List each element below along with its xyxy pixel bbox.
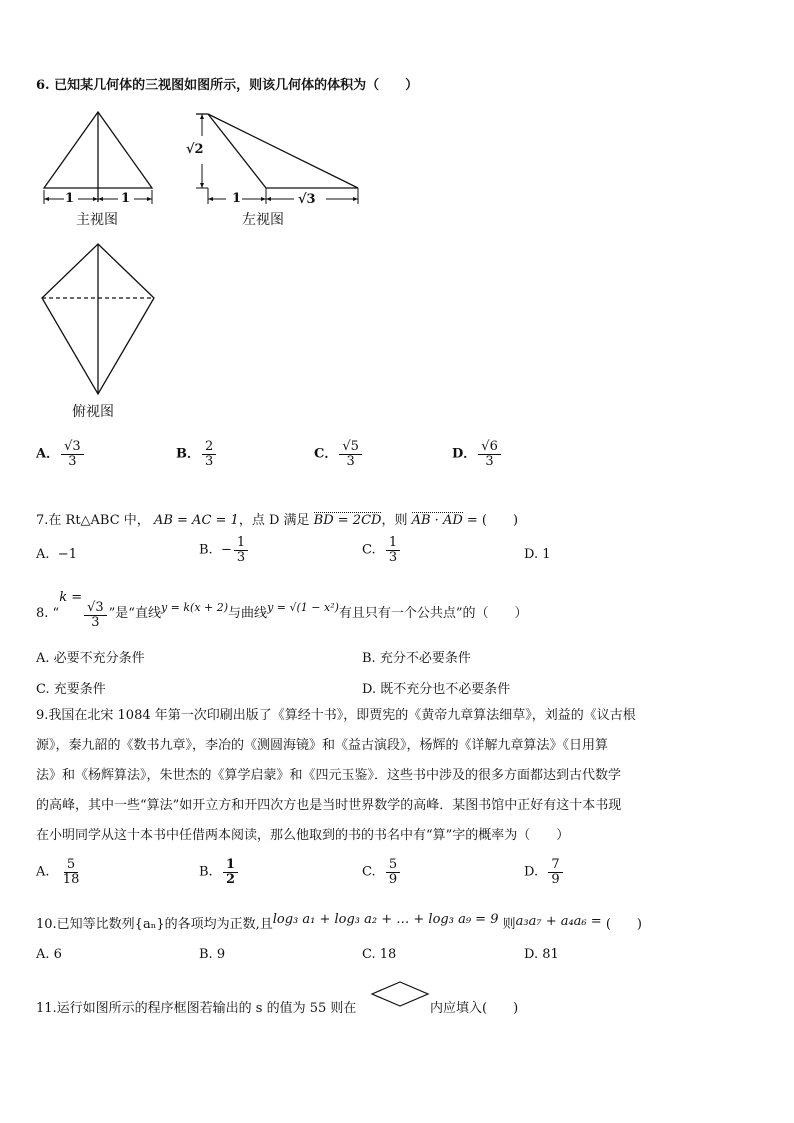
q9-line: 法》和《杨辉算法》，朱世杰的《算学启蒙》和《四元玉鉴》．这些书中涉及的很多方面都达到古代数学 xyxy=(36,768,622,783)
q6-stem: 6. 已知某几何体的三视图如图所示，则该几何体的体积为（ ） xyxy=(36,78,419,93)
q6-option-d[interactable] xyxy=(452,440,503,468)
q10-mid: 则 xyxy=(502,917,516,932)
q8-text-line: ”是“直线 xyxy=(108,606,161,621)
option-denominator: 3 xyxy=(205,453,214,469)
q7-option-b[interactable] xyxy=(199,536,250,564)
option-denominator: 3 xyxy=(346,453,355,469)
q7-mid: ，点 D 满足 xyxy=(238,513,310,528)
option-letter: B. xyxy=(362,651,376,666)
q7-condition-ab-ac: AB = AC = 1 xyxy=(153,513,239,528)
option-letter: A. xyxy=(36,547,50,562)
option-numerator: √3 xyxy=(61,440,84,455)
option-letter: C． xyxy=(314,446,338,462)
q10-option-a[interactable] xyxy=(36,947,62,962)
option-text: 充要条件 xyxy=(53,682,106,697)
q9-option-d[interactable] xyxy=(524,858,565,886)
option-letter: C. xyxy=(36,682,50,697)
q6-option-a[interactable] xyxy=(36,440,86,468)
front-view-label: 主视图 xyxy=(76,212,118,228)
q9-option-a[interactable] xyxy=(36,858,84,886)
q11-stem xyxy=(36,997,356,1016)
option-text: 6 xyxy=(53,947,62,962)
q8-number: 8. “ xyxy=(36,606,60,621)
q9-line: 的高峰，其中一些“算法”如开立方和开四次方也是当时世界数学的高峰．某图书馆中正好有这十本书现 xyxy=(36,798,622,813)
q8-text-curve: 与曲线 xyxy=(228,606,268,621)
q8-stem xyxy=(36,586,528,629)
top-view-figure xyxy=(38,240,160,400)
option-numerator: 5 xyxy=(64,858,78,873)
q8-option-a[interactable] xyxy=(36,647,145,666)
q7-end: = ( ) xyxy=(466,513,519,528)
q9-option-b[interactable] xyxy=(199,858,240,886)
option-numerator: √5 xyxy=(339,440,362,455)
option-denominator: 9 xyxy=(551,871,560,887)
option-letter: D． xyxy=(452,446,477,462)
option-numerator: 1 xyxy=(234,536,248,551)
q10-end: ( ) xyxy=(605,917,642,932)
option-letter: C. xyxy=(362,542,376,558)
option-value: 1 xyxy=(542,547,551,562)
q8-option-d[interactable] xyxy=(362,678,510,697)
option-text: 81 xyxy=(542,947,559,962)
option-denominator: 3 xyxy=(485,453,494,469)
q9-line: 在小明同学从这十本书中任借两本阅读，那么他取到的书的书名中有“算”字的概率为（ ） xyxy=(36,828,570,843)
q6-option-c[interactable] xyxy=(314,440,364,468)
q10-prefix: 10.已知等比数列{aₙ}的各项均为正数,且 xyxy=(36,917,273,932)
front-dim-1-right: 1 xyxy=(121,191,131,206)
option-letter: B. xyxy=(199,947,213,962)
option-letter: B. xyxy=(199,864,213,880)
option-letter: A． xyxy=(36,446,60,462)
left-view-label: 左视图 xyxy=(242,212,284,228)
q6-option-b[interactable] xyxy=(176,440,218,468)
q9-stem xyxy=(36,701,686,851)
q7-option-d[interactable] xyxy=(524,547,551,562)
front-view-figure xyxy=(38,108,160,208)
option-denominator: 3 xyxy=(236,549,246,565)
option-numerator: 2 xyxy=(202,440,216,455)
q7-option-c[interactable] xyxy=(362,536,402,564)
q9-option-c[interactable] xyxy=(362,858,402,886)
option-denominator: 3 xyxy=(388,549,398,565)
option-denominator: 3 xyxy=(68,453,77,469)
option-letter: C. xyxy=(362,947,376,962)
option-numerator: 7 xyxy=(548,858,562,873)
q8-k-equals: k = xyxy=(59,590,83,605)
option-letter: A. xyxy=(36,651,50,666)
option-letter: B. xyxy=(199,542,213,558)
option-numerator: 1 xyxy=(223,858,238,873)
q8-line-equation: y = k(x + 2) xyxy=(160,601,229,614)
option-text: 必要不充分条件 xyxy=(53,651,145,666)
option-denominator: 2 xyxy=(225,871,235,887)
q10-option-c[interactable] xyxy=(362,947,396,962)
q7-vector-condition: BD = 2CD xyxy=(313,513,382,528)
option-numerator: 5 xyxy=(386,858,400,873)
left-dim-1: 1 xyxy=(232,191,242,206)
option-letter: D. xyxy=(524,947,539,962)
top-view-label: 俯视图 xyxy=(72,404,114,420)
q11-suffix: 内应填入( ) xyxy=(430,1001,519,1016)
left-dim-sqrt3: √3 xyxy=(298,192,316,207)
front-dim-1-left: 1 xyxy=(65,191,75,206)
q7-dot-product: AB · AD xyxy=(411,513,463,528)
option-value: 1 xyxy=(68,547,77,562)
q7-option-a[interactable] xyxy=(36,547,77,562)
q7-prefix: 7.在 Rt△ABC 中， xyxy=(36,513,150,528)
option-letter: D. xyxy=(524,864,539,880)
option-text: 18 xyxy=(379,947,397,962)
q7-tail: ，则 xyxy=(381,513,408,528)
option-denominator: 9 xyxy=(388,871,398,887)
q8-option-c[interactable] xyxy=(36,678,106,697)
option-text: 既不充分也不必要条件 xyxy=(380,682,511,697)
q10-stem xyxy=(36,912,642,932)
decision-diamond-icon xyxy=(370,980,430,1008)
option-letter: B． xyxy=(176,446,200,462)
option-denominator: 18 xyxy=(62,871,80,887)
option-letter: D. xyxy=(362,682,377,697)
q10-option-b[interactable] xyxy=(199,947,225,962)
option-sign: − xyxy=(57,547,69,562)
q10-option-d[interactable] xyxy=(524,947,559,962)
left-dim-sqrt2: √2 xyxy=(186,142,204,157)
q9-line: 9.我国在北宋 1084 年第一次印刷出版了《算经十书》，即贾宪的《黄帝九章算法细草》，刘益的《议古根 xyxy=(36,708,636,723)
option-letter: C. xyxy=(362,864,376,880)
q8-k-denominator: 3 xyxy=(91,614,100,630)
left-view-figure xyxy=(182,108,364,208)
q8-k-numerator: √3 xyxy=(84,601,107,616)
q10-log-sum: log₃ a₁ + log₃ a₂ + … + log₃ a₉ = 9 xyxy=(272,912,499,927)
q9-line: 源》，秦九韶的《数书九章》，李冶的《测圆海镜》和《益古演段》，杨辉的《详解九章算法》《日用算 xyxy=(36,738,609,753)
q8-option-b[interactable] xyxy=(362,647,471,666)
q8-text-end: 有且只有一个公共点”的（ ） xyxy=(338,606,528,621)
option-sign: − xyxy=(220,542,232,558)
option-letter: A. xyxy=(36,864,50,880)
q11-prefix: 11.运行如图所示的程序框图若输出的 s 的值为 55 则在 xyxy=(36,1001,357,1016)
option-letter: D. xyxy=(524,547,539,562)
q8-curve-equation: y = √(1 − x²) xyxy=(267,601,339,614)
q10-product-sum: a₃a₇ + a₄a₆ = xyxy=(515,914,602,929)
q7-stem xyxy=(36,509,518,528)
option-numerator: 1 xyxy=(386,536,400,551)
option-text: 9 xyxy=(216,947,226,962)
option-letter: A. xyxy=(36,947,50,962)
option-numerator: √6 xyxy=(478,440,501,455)
option-text: 充分不必要条件 xyxy=(379,651,471,666)
